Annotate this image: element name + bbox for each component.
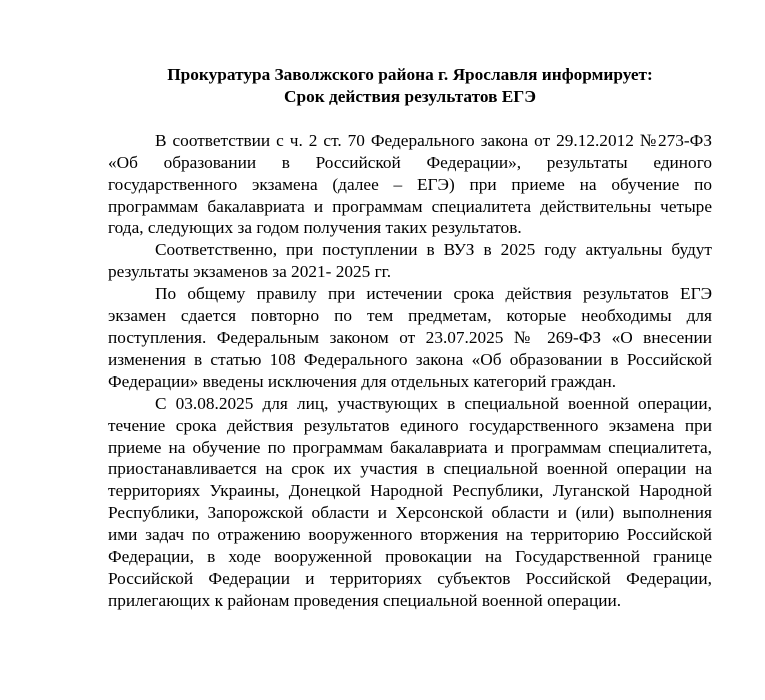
document-title [108, 64, 712, 108]
paragraph-general-rule: По общему правилу при истечении срока действия результатов ЕГЭ экзамен сдается повторно по тем предметам, которые необходимы для поступления. Федеральным законом от 23.07.2025 № 269-ФЗ «О внесении изменения в статью 108 Федерального закона «Об образовании в Российской Федерации» введены исключения для отдельных категорий граждан. [108, 284, 712, 391]
paragraph-svo-exception: С 03.08.2025 для лиц, участвующих в специальной военной операции, течение срока действия результатов единого государственного экзамена при приеме на обучение по программам бакалавриата и программам специалитета, приостанавливается на срок их участия в специальной военной операции на территориях Украины, Донецкой Народной Республики, Луганской Народной Республики, Запорожской области и Херсонской области и (или) выполнения ими задач по отражению вооруженного вторжения на территорию Российской Федерации, в ходе вооруженной провокации на Государственной границе Российской Федерации и территориях субъектов Российской Федерации, прилегающих к районам проведения специальной военной операции. [108, 393, 712, 610]
title-line-1: Прокуратура Заволжского района г. Ярославля информирует: [167, 65, 653, 84]
paragraph-legal-basis: В соответствии с ч. 2 ст. 70 Федерального закона от 29.12.2012 №273-ФЗ «Об образовании в Российской Федерации», результаты единого государственного экзамена (далее – ЕГЭ) при приеме на обучение по программам бакалавриата и программам специалитета действительны четыре года, следующих за годом получения таких результатов. [108, 130, 712, 238]
title-line-2: Срок действия результатов ЕГЭ [283, 86, 536, 106]
paragraph-valid-years: Соответственно, при поступлении в ВУЗ в 2025 году актуальны будут результаты экзаменов за 2021- 2025 гг. [108, 240, 712, 282]
document-page [108, 64, 712, 612]
